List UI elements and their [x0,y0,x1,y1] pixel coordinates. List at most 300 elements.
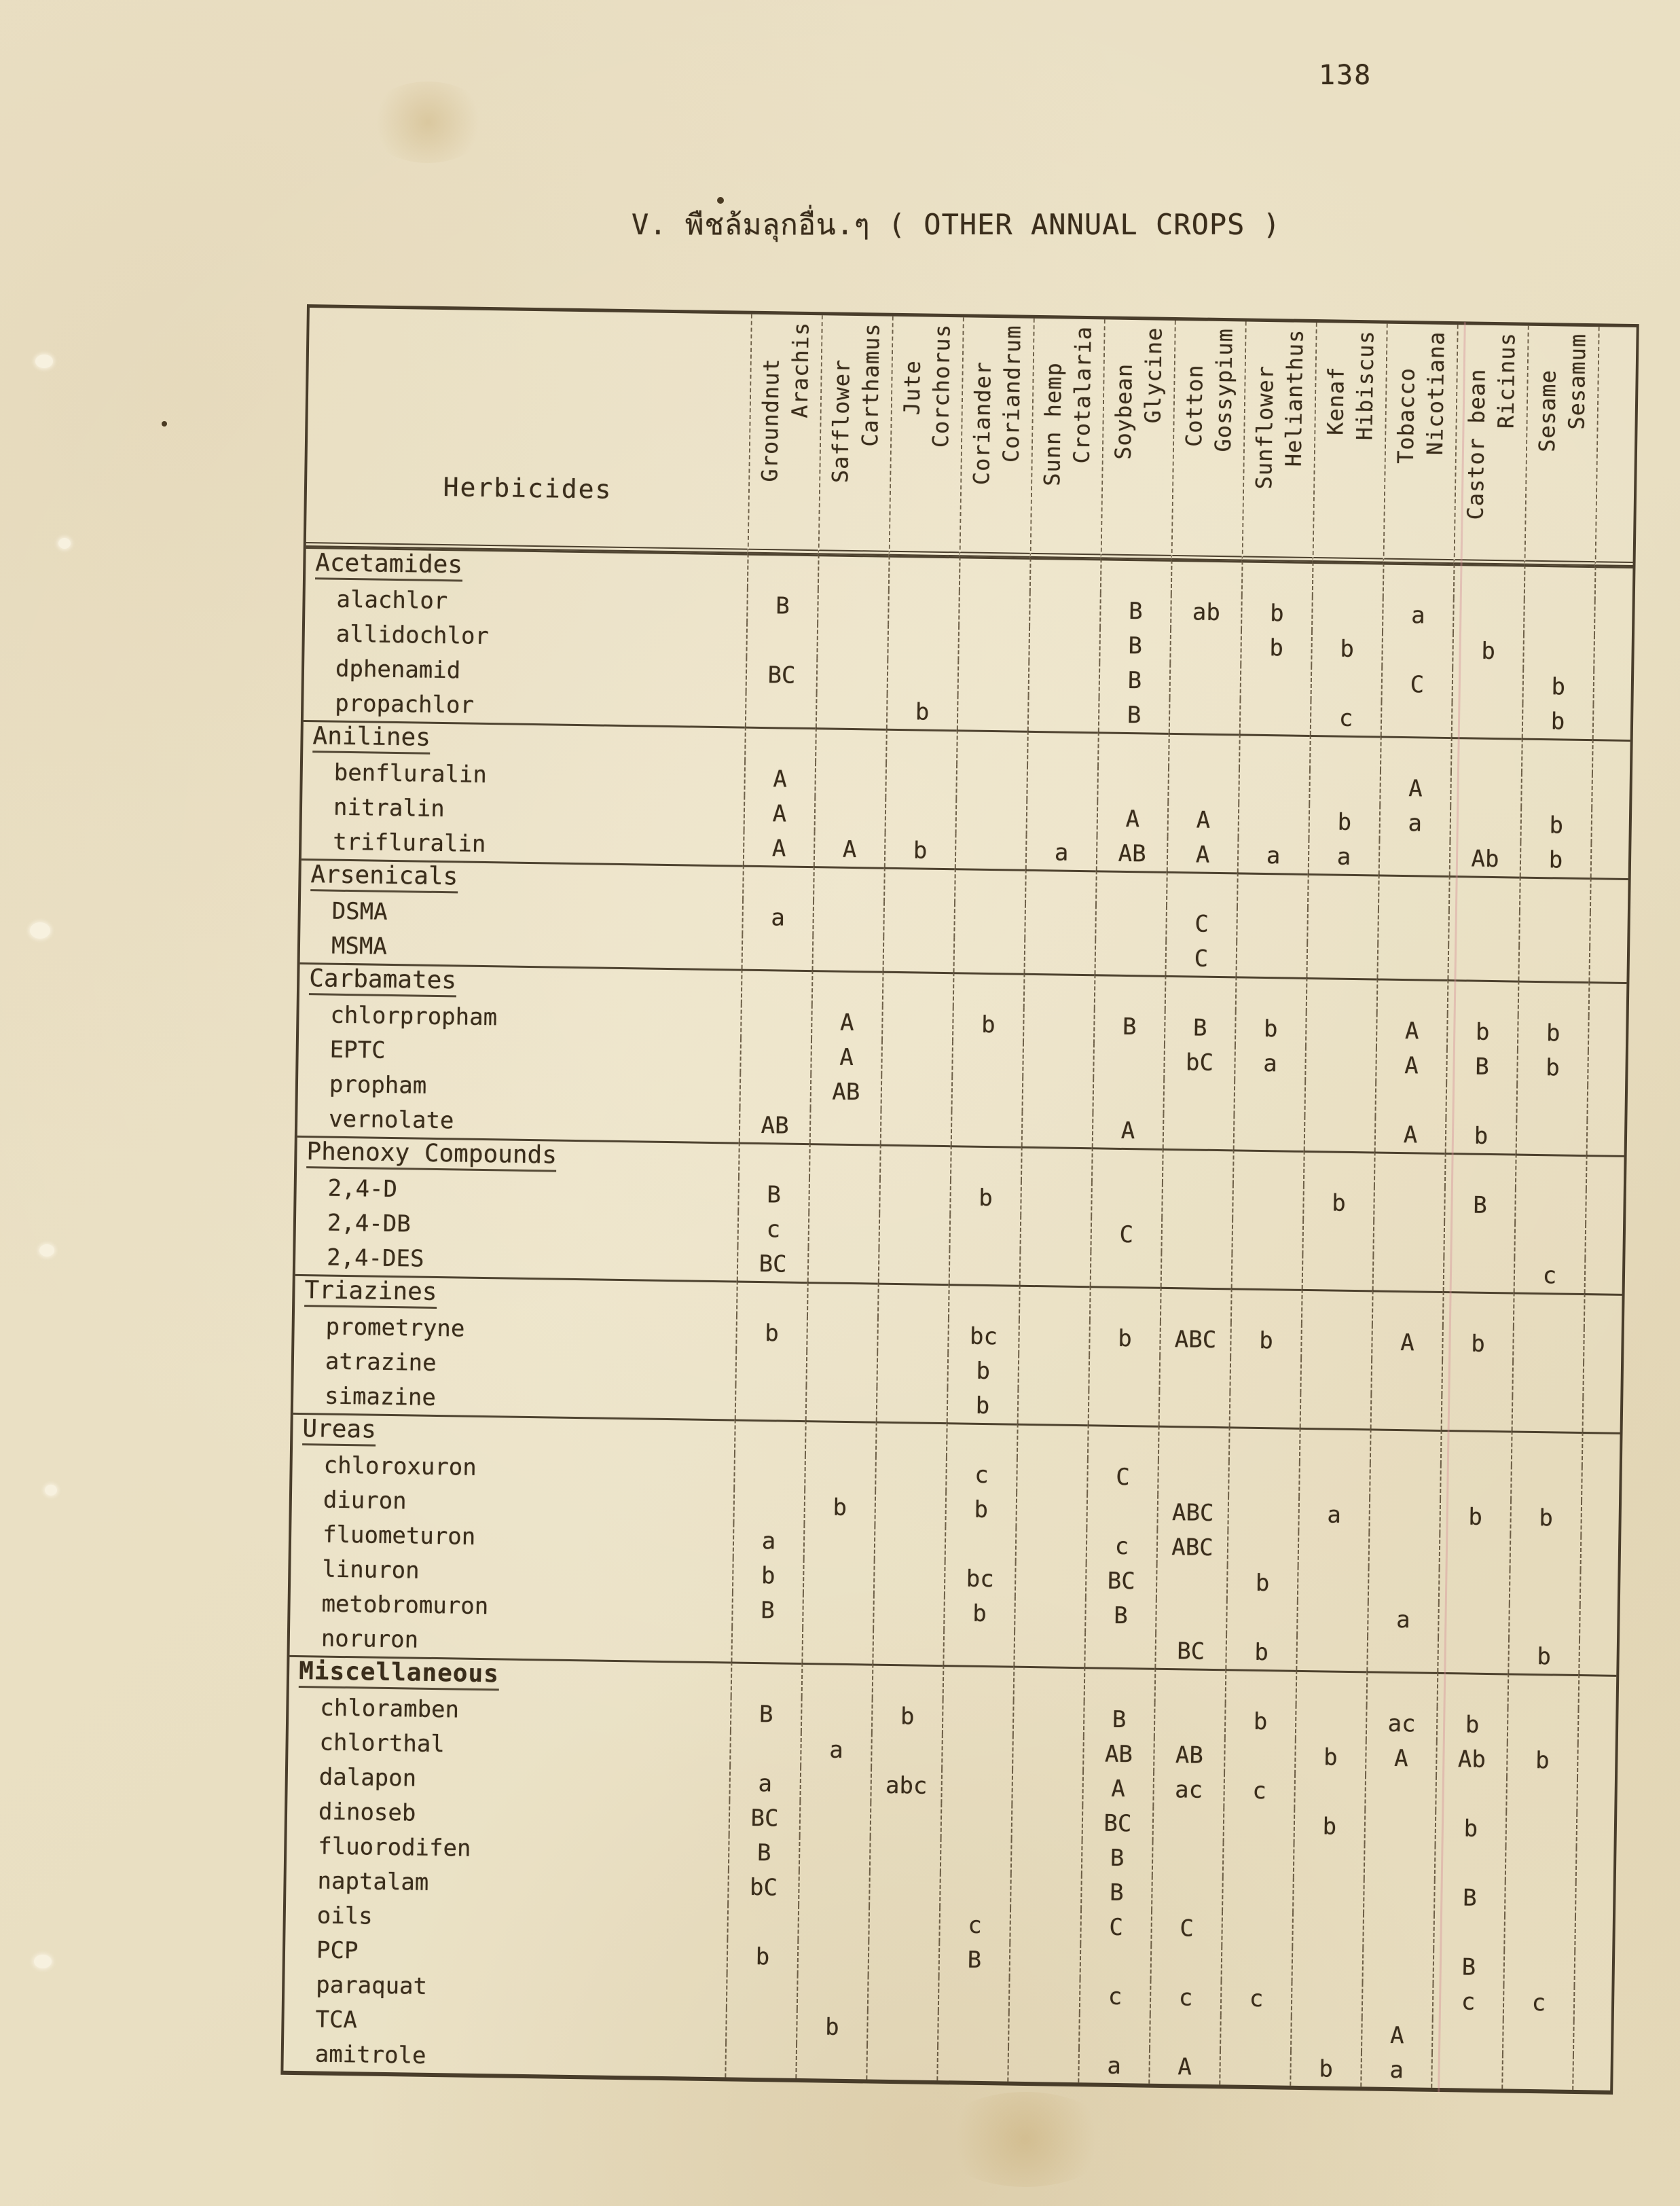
rating-cell [1303,1151,1374,1187]
rating-cell [1302,1220,1373,1256]
rating-cell: C [1090,1216,1161,1252]
rating-cell [1222,1842,1294,1878]
rating-cell [1299,1428,1370,1464]
rating-cell [1097,731,1169,767]
herbicide-name: fluometuron [322,1521,476,1551]
rating-cell [1021,1112,1093,1148]
rating-cell [1502,2019,1573,2055]
rating-cell: c [1086,1528,1157,1564]
rating-cell [1518,911,1590,947]
filler-cell [1572,2055,1611,2091]
filler-cell [1580,1501,1619,1536]
rating-cell: b [1516,1050,1588,1086]
column-header-sesame [1524,326,1599,566]
rating-cell: b [1235,1011,1306,1047]
rating-cell [1223,1807,1294,1843]
rating-cell: b [803,1489,875,1525]
rating-cell [1370,1428,1441,1464]
rating-cell [1368,1498,1440,1534]
herbicide-name: chloroxuron [323,1451,477,1481]
rating-cell [1166,871,1237,907]
crop-genus-name: Glycine [1139,327,1167,424]
rating-cell [951,1110,1022,1146]
rating-cell [1097,766,1168,802]
rating-cell [1431,2019,1503,2055]
herbicide-name: metobromuron [321,1590,489,1620]
rating-cell [1236,907,1307,943]
rating-cell [1372,1290,1443,1326]
rating-cell [1450,772,1521,808]
rating-cell [1448,875,1520,911]
rating-cell [1300,1393,1371,1429]
column-header-soybean [1101,319,1175,560]
column-header-filler [1594,327,1636,566]
page-number: 138 [1319,60,1372,91]
rating-cell [1024,904,1095,940]
rating-cell: bc [944,1561,1015,1597]
rating-cell: b [1522,704,1593,740]
page-title: V. พืชล้มลุกอื่น.ๆ ( OTHER ANNUAL CROPS ) [632,208,1281,241]
rating-cell [1441,1360,1512,1396]
rating-cell: C [1165,906,1237,942]
rating-cell [731,1627,802,1663]
rating-cell: A [814,831,885,867]
herbicide-name: MSMA [331,932,388,960]
rating-cell [1512,1396,1583,1432]
filler-cell [1582,1432,1620,1467]
filler-cell [1592,670,1631,705]
paper-stain [937,2092,1114,2187]
rating-cell: B [1099,593,1171,629]
rating-cell [873,1595,944,1631]
ink-speck [162,421,167,427]
rating-cell: b [947,1353,1018,1389]
rating-cell [1443,1222,1514,1258]
rating-cell [869,1837,941,1873]
rating-cell [1302,1254,1373,1290]
rating-cell: A [1082,1771,1153,1807]
rating-cell: b [1452,633,1523,669]
rating-cell: A [1375,1047,1446,1083]
rating-cell [1311,596,1383,632]
rating-cell [1167,767,1239,803]
rating-cell [1233,1080,1304,1116]
filler-cell [1588,1016,1626,1051]
rating-cell [1513,1292,1584,1328]
rating-cell [866,2010,938,2046]
rating-cell: BC [1154,1633,1226,1669]
rating-cell [813,866,884,902]
rating-cell [1451,668,1522,704]
rating-cell [1369,1463,1440,1499]
rating-cell [814,797,885,833]
rating-cell: c [938,1907,1010,1943]
rating-cell [877,1318,948,1354]
rating-cell: A [1148,2049,1220,2085]
rating-cell [1508,1673,1579,1709]
rating-cell [1305,1012,1376,1048]
rating-cell [795,2044,866,2080]
rating-cell: a [1378,806,1450,842]
rating-cell [1449,806,1520,842]
rating-cell: b [1439,1499,1510,1535]
rating-cell: A [743,831,814,867]
rating-cell [888,590,959,626]
crop-common-name: Tobacco [1393,367,1421,465]
rating-cell [1511,1430,1582,1466]
rating-cell [937,2011,1008,2047]
rating-cell [1307,873,1378,909]
rating-cell [1013,1666,1084,1702]
crop-common-name: Sesame [1534,369,1562,452]
rating-cell [1017,1354,1089,1390]
rating-cell [745,692,816,728]
rating-cell [1515,1154,1586,1190]
rating-cell [1239,734,1310,770]
rating-cell [1510,1534,1581,1570]
rating-cell [1095,870,1167,906]
filler-cell [1577,1709,1616,1744]
herbicides-corner-label: Herbicides [306,308,751,554]
rating-cell: c [1310,700,1381,736]
rating-cell: B [938,1942,1010,1978]
rating-cell [727,1904,798,1940]
rating-cell: C [1381,667,1453,703]
herbicide-name: TCA [315,2005,358,2033]
rating-cell [1296,1635,1367,1671]
rating-cell [1448,910,1519,946]
rating-cell [809,1143,880,1179]
rating-cell [951,1076,1022,1112]
filler-cell [1586,1120,1625,1155]
rating-cell [1158,1391,1230,1427]
rating-cell [1235,976,1307,1012]
crop-common-name: Kenaf [1322,366,1350,436]
paper-hole [34,1955,52,1968]
filler-cell [1576,1778,1615,1813]
rating-cell [741,969,812,1005]
rating-cell: b [947,1388,1018,1424]
herbicide-name: propachlor [334,689,475,719]
rating-cell [868,1941,939,1977]
herbicide-name: oils [316,1901,373,1930]
herbicide-name: dinoseb [318,1797,416,1827]
rating-cell [739,1038,811,1074]
rating-cell [1010,1874,1081,1910]
herbicide-name: benfluralin [333,759,488,789]
rating-cell [818,554,889,590]
rating-cell: A [1365,1740,1436,1776]
rating-cell: A [1092,1113,1163,1149]
rating-cell: B [1081,1840,1152,1876]
rating-cell: b [949,1180,1021,1216]
rating-cell [1519,877,1590,913]
rating-cell [1504,1881,1575,1917]
rating-cell: c [1503,1985,1574,2021]
rating-cell [1374,1082,1446,1118]
rating-cell [744,727,816,763]
herbicide-name: nitralin [333,793,445,822]
rating-cell [1380,736,1451,772]
rating-cell [799,1801,871,1837]
crop-common-name: Soybean [1110,363,1138,460]
rating-cell: b [735,1316,807,1352]
rating-cell [1374,1151,1445,1187]
rating-cell [803,1524,875,1560]
rating-cell: A [1374,1117,1446,1153]
rating-cell [811,970,883,1006]
rating-cell [1441,1395,1512,1431]
rating-cell: b [1302,1185,1374,1221]
column-header-groundnut [748,314,822,555]
rating-cell [1080,1944,1151,1980]
rating-cell [938,1976,1009,2012]
rating-cell [1220,2015,1291,2051]
rating-cell: B [731,1592,803,1628]
herbicide-name: naptalam [317,1866,429,1896]
rating-cell [738,1142,809,1178]
rating-cell: BC [737,1246,808,1282]
rating-cell [1312,562,1383,598]
rating-cell [1171,560,1242,596]
rating-cell [1027,731,1098,767]
rating-cell [1296,1670,1367,1706]
rating-cell: a [1382,598,1453,634]
rating-cell [815,727,886,763]
rating-cell [1225,1669,1296,1705]
rating-cell: b [1442,1326,1513,1362]
rating-cell: a [1298,1497,1369,1533]
rating-cell [1026,800,1097,836]
rating-cell [1154,1668,1226,1704]
rating-cell [1015,1562,1086,1598]
rating-cell [1229,1357,1300,1393]
rating-cell [1292,1947,1363,1983]
rating-cell [747,554,818,590]
rating-cell [736,1281,807,1317]
rating-cell [1362,1948,1434,1984]
rating-cell: B [746,588,818,624]
rating-cell: a [729,1765,800,1801]
rating-cell [1445,1083,1516,1119]
rating-cell [1438,1568,1510,1604]
rating-cell [798,1870,869,1906]
rating-cell [945,1526,1016,1562]
filler-cell [1584,1224,1623,1259]
rating-cell: a [1237,837,1309,873]
rating-cell [806,1316,877,1352]
rating-cell: c [737,1212,809,1248]
rating-cell: a [1360,2052,1431,2088]
rating-cell: b [727,1938,798,1974]
rating-cell [1447,979,1518,1015]
crop-common-name: Jute [898,359,926,416]
rating-cell: b [884,833,955,869]
rating-cell [1152,1807,1224,1843]
rating-cell: A [1097,801,1168,837]
filler-cell [1583,1328,1622,1363]
rating-cell [742,935,813,971]
rating-cell: b [1311,631,1382,667]
rating-cell [1516,1085,1587,1121]
rating-cell: b [1290,2051,1361,2087]
rating-cell [887,659,958,695]
rating-cell: A [1167,837,1238,873]
rating-cell [1151,1876,1222,1912]
rating-cell [1294,1774,1365,1810]
filler-cell [1584,1293,1622,1328]
rating-cell [1232,1184,1303,1220]
rating-cell: b [943,1595,1015,1631]
rating-cell [1503,1915,1575,1951]
filler-cell [1590,843,1629,878]
rating-cell [1009,1943,1080,1979]
herbicide-name: dalapon [318,1763,417,1792]
rating-cell: B [1080,1875,1152,1911]
rating-cell [1373,1186,1444,1222]
rating-cell [1512,1362,1583,1398]
herbicide-name: noruron [321,1625,419,1654]
rating-cell [1155,1599,1226,1635]
filler-cell [1581,1466,1620,1502]
rating-cell: BC [1082,1805,1153,1841]
rating-cell: B [1099,628,1170,664]
rating-cell: A [1376,1013,1447,1049]
rating-cell [801,1697,872,1733]
rating-cell [816,693,887,729]
rating-cell [948,1284,1019,1320]
section-name: Acetamides [315,551,462,581]
rating-cell [1231,1218,1302,1254]
rating-cell [1381,632,1453,668]
filler-cell [1589,912,1628,947]
rating-cell: b [1308,804,1379,840]
rating-cell: ac [1366,1705,1437,1741]
rating-cell [939,1873,1010,1909]
rating-cell [885,763,956,799]
filler-cell [1592,704,1631,740]
filler-cell [1594,600,1632,636]
paper-hole [30,922,50,939]
rating-cell [868,1906,939,1942]
rating-cell [1453,598,1524,634]
crop-genus-name: Coriandrum [998,325,1026,463]
rating-cell [1157,1460,1228,1496]
rating-cell [1090,1251,1161,1287]
rating-cell [1447,945,1518,981]
herbicide-name: 2,4-D [327,1174,398,1203]
rating-cell [1015,1527,1086,1563]
rating-cell [1100,558,1171,594]
rating-cell: b [1240,630,1311,666]
rating-cell [941,1769,1012,1805]
rating-cell: c [945,1457,1017,1493]
rating-cell: c [1514,1258,1585,1294]
rating-cell [1523,600,1594,636]
rating-cell [814,762,885,798]
rating-cell [1019,1285,1090,1321]
rating-cell [943,1630,1014,1666]
rating-cell [733,1489,804,1525]
rating-cell [949,1214,1020,1250]
rating-cell [1021,1146,1092,1182]
herbicide-name: chlorpropham [330,1001,498,1031]
rating-cell [943,1665,1014,1701]
rating-cell [954,868,1025,904]
rating-cell [1028,662,1099,698]
herbicide-name: dphenamid [335,655,461,684]
rating-cell [959,556,1030,592]
rating-cell [1029,558,1101,594]
rating-cell [731,1661,802,1697]
rating-cell [1237,803,1309,839]
rating-cell: B [1446,1049,1517,1085]
rating-cell: C [1080,1909,1151,1945]
rating-cell: ac [1152,1772,1224,1808]
rating-cell [874,1491,945,1527]
rating-cell [1078,2013,1150,2049]
rating-cell [1237,872,1308,908]
filler-cell [1579,1570,1618,1606]
rating-cell: C [1165,941,1236,977]
rating-cell [1161,1252,1232,1288]
rating-cell: a [733,1523,804,1559]
rating-cell [882,971,953,1007]
rating-cell [1370,1394,1442,1430]
crop-common-name: Cotton [1181,364,1209,448]
herbicide-name: DSMA [331,897,388,926]
crop-genus-name: Helianthus [1280,329,1309,467]
rating-cell [1376,943,1448,979]
rating-cell [871,1733,942,1769]
rating-cell [729,1731,801,1767]
rating-cell [1431,2053,1502,2089]
rating-cell [735,1350,806,1386]
rating-cell: a [742,900,813,936]
rating-cell [1084,1667,1155,1703]
rating-cell: B [1098,697,1169,733]
rating-cell: bC [1163,1045,1235,1081]
herbicide-name: chlorthal [319,1729,445,1758]
rating-cell [804,1455,875,1491]
filler-cell [1573,1986,1612,2021]
rating-cell [1370,1359,1442,1395]
rating-cell [799,1767,871,1803]
rating-cell [1453,564,1524,600]
rating-cell: c [1220,1981,1292,2017]
rating-cell: b [1520,808,1591,844]
rating-cell [1094,974,1165,1010]
rating-cell [1366,1671,1438,1707]
rating-cell [953,937,1025,973]
rating-cell [1022,1043,1093,1079]
rating-cell: ABC [1156,1495,1228,1531]
rating-cell [1094,939,1165,975]
rating-cell: A [810,1039,881,1075]
rating-cell [1443,1256,1514,1292]
rating-cell [941,1803,1012,1839]
rating-cell [1091,1147,1163,1183]
rating-cell [1025,869,1096,905]
rating-cell [797,1905,869,1941]
column-header-jute [889,317,963,557]
rating-cell [946,1422,1017,1458]
rating-cell: BC [729,1800,800,1836]
rating-cell [881,1006,953,1042]
rating-cell [951,1041,1023,1077]
rating-cell [1292,1913,1363,1949]
rating-cell [1507,1707,1578,1743]
